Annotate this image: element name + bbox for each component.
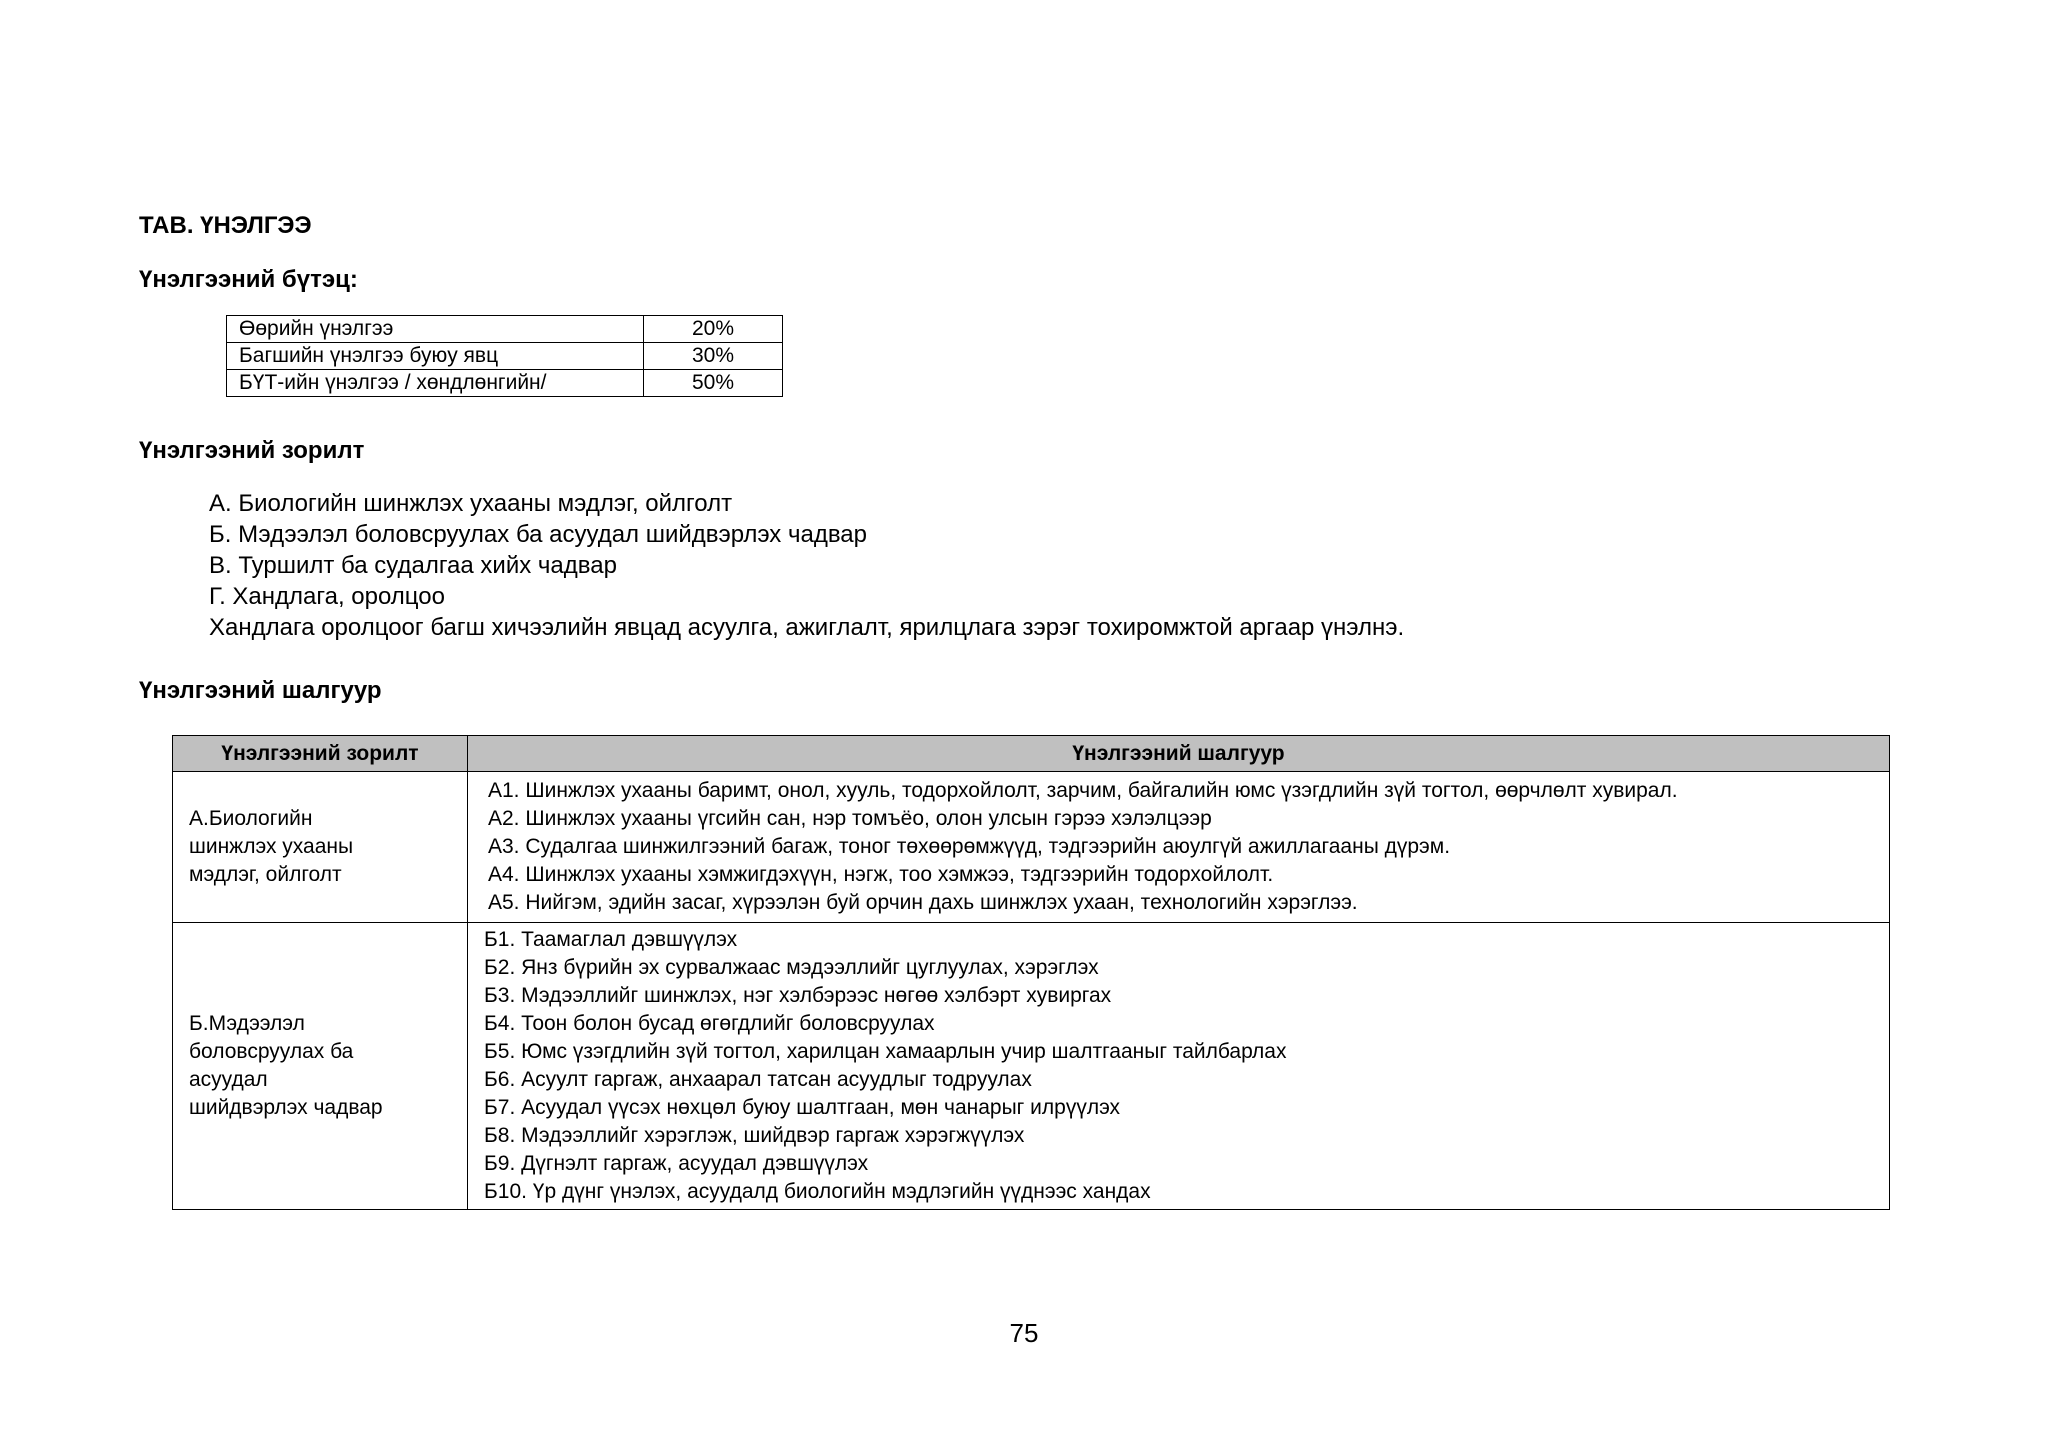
criteria-item: А1. Шинжлэх ухааны баримт, онол, хууль, тодорхойлолт, зарчим, байгалийн юмс үзэгдлийн зүй тогтол, өөрчлөлт хувирал. [488,779,1678,802]
structure-heading: Үнэлгээний бүтэц: [139,266,358,293]
goals-heading: Үнэлгээний зорилт [139,437,365,464]
criteria-item: Б3. Мэдээллийг шинжлэх, нэг хэлбэрээс нөгөө хэлбэрт хувиргах [484,984,1112,1007]
criteria-item: А2. Шинжлэх ухааны үгсийн сан, нэр томъёо, олон улсын гэрээ хэлэлцээр [488,807,1212,830]
goal-line: мэдлэг, ойлголт [189,863,342,886]
criteria-item: Б6. Асуулт гаргаж, анхаарал татсан асуудлыг тодруулах [484,1068,1032,1091]
criteria-item: Б9. Дүгнэлт гаргаж, асуудал дэвшүүлэх [484,1152,869,1175]
weight-name: БҮТ-ийн үнэлгээ / хөндлөнгийн/ [227,370,644,397]
weight-name: Өөрийн үнэлгээ [227,316,644,343]
list-item: Хандлага оролцоог багш хичээлийн явцад асуулга, ажиглалт, ярилцлага зэрэг тохиромжтой аргаар үнэлнэ. [209,614,1405,641]
criteria-item: А3. Судалгаа шинжилгээний багаж, тоног төхөөрөмжүүд, тэдгээрийн аюулгүй ажиллагааны дүрэм. [488,835,1451,858]
column-header-goal: Үнэлгээний зорилт [173,736,468,772]
goals-list [209,488,1404,643]
goal-line: боловсруулах ба [189,1040,354,1063]
goal-line: Б.Мэдээлэл [189,1012,305,1035]
criteria-item: А4. Шинжлэх ухааны хэмжигдэхүүн, нэгж, тоо хэмжээ, тэдгээрийн тодорхойлолт. [488,863,1274,886]
criteria-item: Б2. Янз бүрийн эх сурвалжаас мэдээллийг цуглуулах, хэрэглэх [484,956,1099,979]
weight-percent: 30% [644,343,783,370]
goal-cell [173,923,468,1210]
list-item: Г. Хандлага, оролцоо [209,583,445,610]
criteria-item: А5. Нийгэм, эдийн засаг, хүрээлэн буй орчин дахь шинжлэх ухаан, технологийн хэрэглээ. [488,891,1358,914]
column-header-criteria: Үнэлгээний шалгуур [468,736,1890,772]
weight-name: Багшийн үнэлгээ буюу явц [227,343,644,370]
table-row [173,772,1890,923]
criteria-item: Б8. Мэдээллийг хэрэглэж, шийдвэр гаргаж хэрэгжүүлэх [484,1124,1025,1147]
criteria-item: Б10. Үр дүнг үнэлэх, асуудалд биологийн мэдлэгийн үүднээс хандах [484,1180,1151,1203]
weight-percent: 50% [644,370,783,397]
criteria-cell [468,772,1890,923]
criteria-item: Б7. Асуудал үүсэх нөхцөл буюу шалтгаан, мөн чанарыг илрүүлэх [484,1096,1121,1119]
goal-line: А.Биологийн [189,807,313,830]
criteria-cell [468,923,1890,1210]
table-row [227,343,783,370]
list-item: В. Туршилт ба судалгаа хийх чадвар [209,552,617,579]
table-row [173,923,1890,1210]
criteria-item: Б1. Таамаглал дэвшүүлэх [484,928,738,951]
criteria-item: Б4. Тоон болон бусад өгөгдлийг боловсруулах [484,1012,935,1035]
page-number: 75 [1009,1318,1039,1348]
goal-line: асуудал [189,1068,268,1091]
weights-table [226,315,783,397]
table-header-row [173,736,1890,772]
criteria-item: Б5. Юмс үзэгдлийн зүй тогтол, харилцан хамаарлын учир шалтгааныг тайлбарлах [484,1040,1287,1063]
weight-percent: 20% [644,316,783,343]
goal-cell [173,772,468,923]
table-row [227,370,783,397]
table-row [227,316,783,343]
goal-line: шийдвэрлэх чадвар [189,1096,383,1119]
list-item: А. Биологийн шинжлэх ухааны мэдлэг, ойлголт [209,490,733,517]
criteria-heading: Үнэлгээний шалгуур [139,677,382,704]
goal-line: шинжлэх ухааны [189,835,354,858]
criteria-table [172,735,1890,1210]
list-item: Б. Мэдээлэл боловсруулах ба асуудал шийдвэрлэх чадвар [209,521,867,548]
section-title: ТАВ. ҮНЭЛГЭЭ [139,212,312,239]
